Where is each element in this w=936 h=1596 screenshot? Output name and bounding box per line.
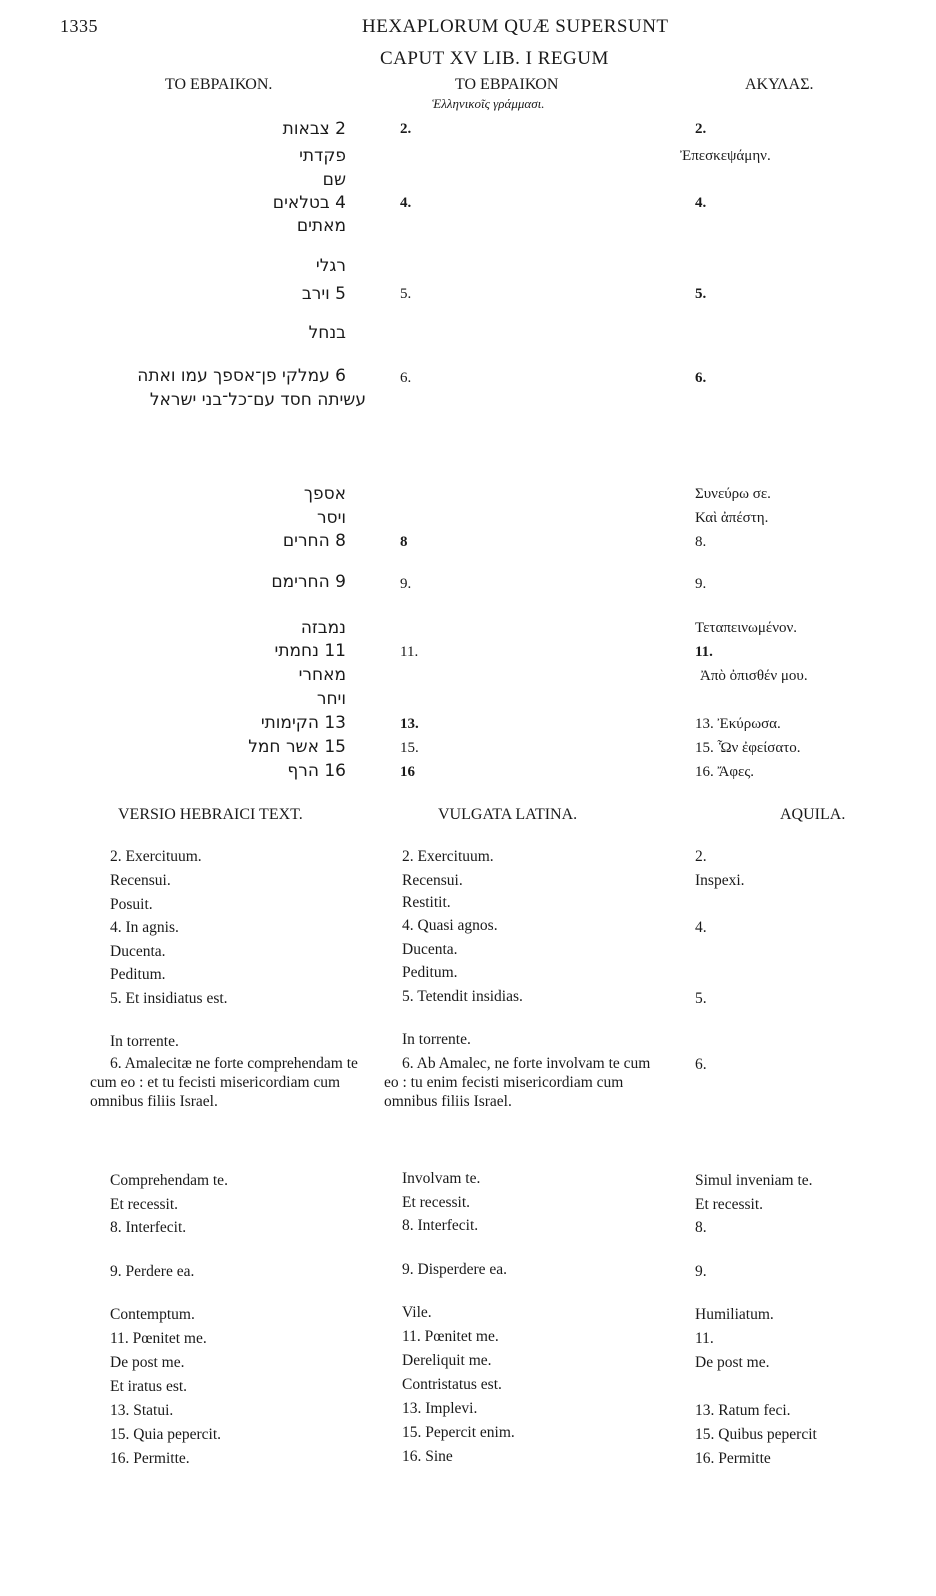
- translit-cell: 4.: [400, 195, 412, 211]
- aquila-greek-cell: 11.: [695, 644, 713, 660]
- vulgata-cell: Dereliquit me.: [402, 1352, 492, 1369]
- versio-cell: Peditum.: [110, 966, 166, 983]
- versio-cell: In torrente.: [110, 1033, 179, 1050]
- versio-cell: 2. Exercituum.: [110, 848, 202, 865]
- hebrew-cell: 16 הרף: [287, 761, 346, 781]
- aquila-latin-cell: 4.: [695, 919, 707, 936]
- col-head-vulgata: VULGATA LATINA.: [438, 806, 578, 823]
- vulgata-cell: 11. Pœnitet me.: [402, 1328, 499, 1345]
- aquila-greek-cell: 16. Ἄφες.: [695, 764, 755, 780]
- aquila-greek-cell: Συνεύρω σε.: [695, 486, 771, 502]
- page-number: 1335: [60, 16, 98, 36]
- hebrew-cell: 8 החרים: [282, 531, 346, 551]
- col-subhead-translit: Ἑλληνικοῖς γράμμασι.: [432, 96, 545, 111]
- aquila-latin-cell: 9.: [695, 1263, 707, 1280]
- vulgata-cell: 9. Disperdere ea.: [402, 1261, 508, 1278]
- versio-cell: 15. Quia pepercit.: [110, 1426, 222, 1443]
- vulgata-cell: 8. Interfecit.: [402, 1217, 479, 1234]
- aquila-latin-cell: Humiliatum.: [695, 1306, 774, 1323]
- page-title: HEXAPLORUM QUÆ SUPERSUNT: [362, 16, 669, 37]
- hebrew-cell: ויסר: [316, 508, 346, 528]
- vulgata-cell: Contristatus est.: [402, 1376, 502, 1393]
- aquila-latin-cell: 13. Ratum feci.: [695, 1402, 791, 1419]
- aquila-greek-cell: 13. Ἐκύρωσα.: [695, 716, 781, 732]
- aquila-latin-cell: 2.: [695, 848, 707, 865]
- aquila-latin-cell: Simul inveniam te.: [695, 1172, 813, 1189]
- hebrew-cell: 13 הקימותי: [260, 713, 346, 733]
- vulgata-cell: Peditum.: [402, 964, 458, 981]
- translit-cell: 2.: [400, 121, 412, 137]
- aquila-greek-cell: 6.: [695, 370, 707, 386]
- vulgata-cell: In torrente.: [402, 1031, 471, 1048]
- aquila-greek-cell: 8.: [695, 534, 707, 550]
- versio-cell: 8. Interfecit.: [110, 1219, 187, 1236]
- translit-cell: 5.: [400, 286, 412, 302]
- translit-cell: 13.: [400, 716, 419, 732]
- vulgata-cell: Et recessit.: [402, 1194, 471, 1211]
- vulgata-cell: Ducenta.: [402, 941, 458, 958]
- aquila-greek-cell: 2.: [695, 121, 707, 137]
- hebrew-cell: שם: [322, 170, 346, 190]
- versio-cell: Comprehendam te.: [110, 1172, 228, 1189]
- translit-cell: 9.: [400, 576, 412, 592]
- hebrew-cell: 5 וירב: [301, 284, 346, 304]
- aquila-greek-cell: 4.: [695, 195, 707, 211]
- aquila-greek-cell: 9.: [695, 576, 707, 592]
- versio-cell: 6. Amalecitæ ne forte comprehendam te cum eo : et tu fecisti misericordiam cum omnibus filiis Israel.: [90, 1055, 358, 1110]
- hebrew-cell: רגלי: [315, 256, 346, 276]
- hebrew-cell: 4 בטלאים: [272, 193, 346, 213]
- vulgata-cell: 13. Implevi.: [402, 1400, 478, 1417]
- hebrew-cell: אספך: [303, 484, 346, 504]
- vulgata-cell: Involvam te.: [402, 1170, 481, 1187]
- aquila-latin-cell: 11.: [695, 1330, 714, 1347]
- hebrew-cell: ויחר: [316, 689, 346, 709]
- hebrew-cell: עשיתה חסד עם־כל־בני ישראל: [149, 390, 366, 410]
- translit-cell: 6.: [400, 370, 412, 386]
- translit-cell: 11.: [400, 644, 419, 660]
- versio-cell: 9. Perdere ea.: [110, 1263, 195, 1280]
- aquila-latin-cell: 8.: [695, 1219, 707, 1236]
- aquila-greek-cell: 5.: [695, 286, 707, 302]
- aquila-greek-cell: Τεταπεινωμένον.: [695, 620, 798, 636]
- translit-cell: 8: [400, 534, 408, 550]
- vulgata-cell: Recensui.: [402, 872, 463, 889]
- aquila-greek-cell: 15. Ὧν ἐφείσατο.: [695, 740, 801, 756]
- versio-cell: 16. Permitte.: [110, 1450, 190, 1467]
- aquila-latin-cell: 5.: [695, 990, 707, 1007]
- versio-cell: Et iratus est.: [110, 1378, 188, 1395]
- translit-cell: 16: [400, 764, 415, 780]
- aquila-latin-cell: De post me.: [695, 1354, 770, 1371]
- hebrew-cell: מאחרי: [298, 665, 346, 685]
- hebrew-cell: פקדתי: [299, 146, 346, 166]
- vulgata-cell: 4. Quasi agnos.: [402, 917, 498, 934]
- vulgata-cell: 6. Ab Amalec, ne forte involvam te cum eo : tu enim fecisti misericordiam cum omnibus filiis Israel.: [384, 1055, 651, 1110]
- versio-cell: 5. Et insidiatus est.: [110, 990, 228, 1007]
- hebrew-cell: 6 עמלקי פן־אספך עמו ואתה: [137, 366, 346, 386]
- hebrew-cell: 9 החרימם: [271, 572, 346, 592]
- versio-cell: Et recessit.: [110, 1196, 179, 1213]
- hebrew-cell: בנחל: [308, 323, 346, 343]
- vulgata-cell: 16. Sine: [402, 1448, 453, 1465]
- translit-cell: 15.: [400, 740, 419, 756]
- hebrew-cell: 15 אשר חמל: [248, 737, 346, 757]
- aquila-latin-cell: 16. Permitte: [695, 1450, 771, 1467]
- vulgata-cell: 5. Tetendit insidias.: [402, 988, 523, 1005]
- versio-cell: De post me.: [110, 1354, 185, 1371]
- aquila-latin-cell: 6.: [695, 1056, 707, 1073]
- versio-cell: Ducenta.: [110, 943, 166, 960]
- versio-cell: 4. In agnis.: [110, 919, 179, 936]
- aquila-greek-cell: Καὶ ἀπέστη.: [695, 510, 769, 526]
- vulgata-cell: 15. Pepercit enim.: [402, 1424, 515, 1441]
- versio-cell: Recensui.: [110, 872, 171, 889]
- chapter-title: CAPUT XV LIB. I REGUM: [380, 48, 609, 69]
- versio-cell: 11. Pœnitet me.: [110, 1330, 207, 1347]
- aquila-latin-cell: Et recessit.: [695, 1196, 764, 1213]
- vulgata-cell: 2. Exercituum.: [402, 848, 494, 865]
- aquila-latin-cell: Inspexi.: [695, 872, 745, 889]
- aquila-latin-cell: 15. Quibus pepercit: [695, 1426, 817, 1443]
- col-head-aquila-latin: AQUILA.: [780, 806, 846, 823]
- col-head-versio: VERSIO HEBRAICI TEXT.: [118, 806, 303, 823]
- versio-cell: Contemptum.: [110, 1306, 195, 1323]
- vulgata-cell: Restitit.: [402, 894, 451, 911]
- versio-cell: 13. Statui.: [110, 1402, 174, 1419]
- hebrew-cell: 11 נחמתי: [274, 641, 346, 661]
- col-head-hebrew: ΤΟ ΕΒΡΑΙΚΟΝ.: [165, 76, 273, 93]
- hebrew-cell: נמבזה: [300, 618, 346, 638]
- col-head-aquila-greek: ΑΚΥΛΑΣ.: [745, 76, 814, 93]
- col-head-translit: ΤΟ ΕΒΡΑΙΚΟΝ: [455, 76, 559, 93]
- hebrew-cell: מאתים: [296, 216, 346, 236]
- hebrew-cell: 2 צבאות: [282, 119, 346, 139]
- vulgata-cell: Vile.: [402, 1304, 432, 1321]
- aquila-greek-cell: Ἐπεσκεψάμην.: [680, 148, 771, 164]
- aquila-greek-cell: Ἀπὸ ὀπισθέν μου.: [700, 668, 808, 684]
- versio-cell: Posuit.: [110, 896, 153, 913]
